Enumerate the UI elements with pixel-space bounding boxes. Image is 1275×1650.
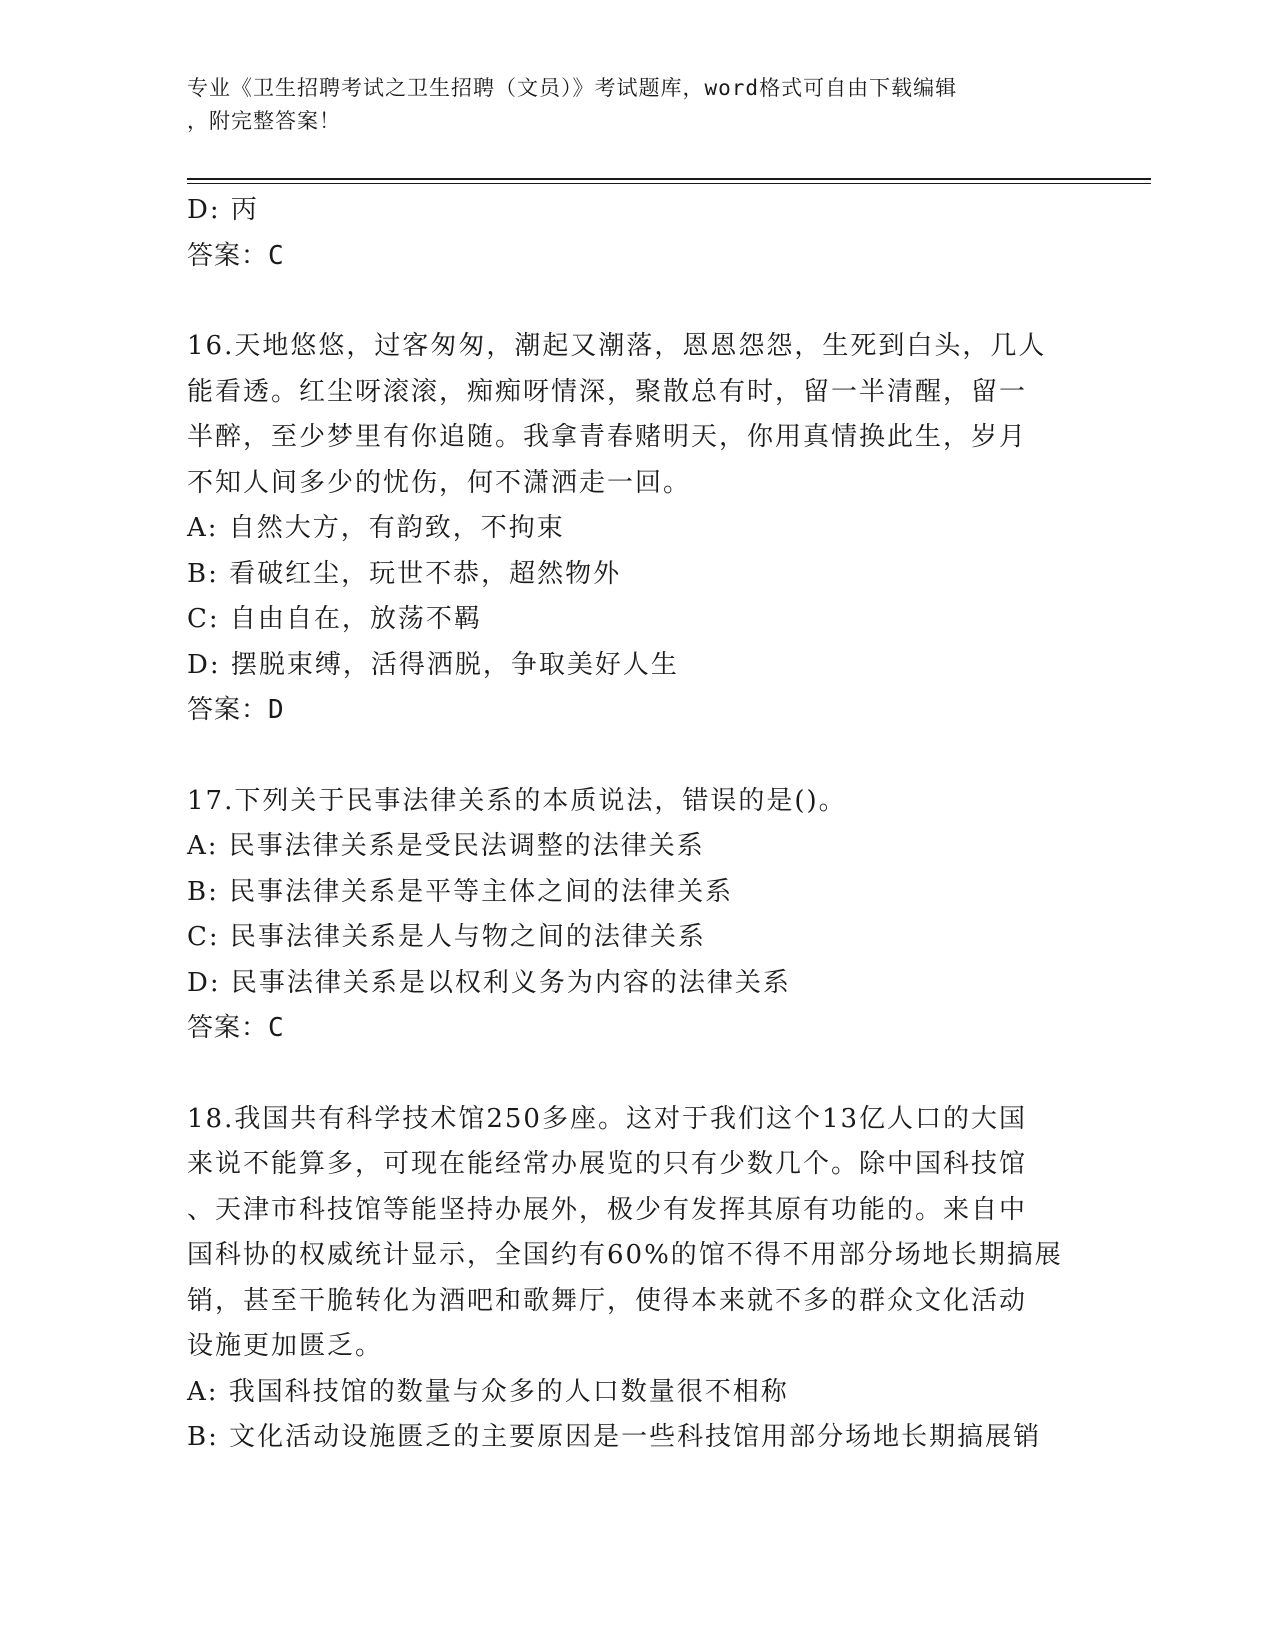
- question-stem-line: 16.天地悠悠，过客匆匆，潮起又潮落，恩恩怨怨，生死到白头，几人: [187, 331, 1047, 361]
- question-stem-line: 能看透。红尘呀滚滚，痴痴呀情深，聚散总有时，留一半清醒，留一: [187, 376, 1028, 407]
- header-divider-thick: [187, 178, 1151, 180]
- option-c: C: 民事法律关系是人与物之间的法律关系: [187, 922, 706, 952]
- option-b: B: 看破红尘，玩世不恭，超然物外: [187, 558, 622, 589]
- option-b: B: 文化活动设施匮乏的主要原因是一些科技馆用部分场地长期搞展销: [187, 1422, 1042, 1452]
- question-18: [187, 1097, 1087, 1461]
- answer-label: 答案：: [187, 695, 269, 725]
- question-stem-line: 来说不能算多，可现在能经常办展览的只有少数几个。除中国科技馆: [187, 1149, 1028, 1179]
- option-d: D: 摆脱束缚，活得洒脱，争取美好人生: [187, 649, 679, 680]
- question-17: [187, 779, 1087, 1052]
- answer-line: [187, 688, 1087, 734]
- question-15-tail: [187, 188, 1087, 279]
- header-line-1: 专业《卫生招聘考试之卫生招聘（文员）》考试题库，word格式可自由下载编辑: [187, 76, 958, 100]
- answer-value: C: [268, 240, 285, 271]
- question-stem-line: 、天津市科技馆等能坚持办展外，极少有发挥其原有功能的。来自中: [187, 1194, 1028, 1225]
- question-stem-line: 17.下列关于民事法律关系的本质说法，错误的是()。: [187, 785, 847, 816]
- answer-value: C: [268, 1013, 285, 1043]
- option-a: A: 我国科技馆的数量与众多的人口数量很不相称: [187, 1376, 789, 1407]
- header-line-2: ，附完整答案！: [187, 109, 341, 133]
- question-stem-line: 半醉，至少梦里有你追随。我拿青春赌明天，你用真情换此生，岁月: [187, 422, 1028, 452]
- spacer: [187, 734, 1087, 779]
- spacer: [187, 279, 1087, 324]
- answer-line: [187, 234, 1087, 280]
- question-stem-line: 销，甚至干脆转化为酒吧和歌舞厅，使得本来就不多的群众文化活动: [187, 1285, 1028, 1316]
- spacer: [187, 1052, 1087, 1097]
- question-16: [187, 324, 1087, 734]
- question-stem-line: 国科协的权威统计显示，全国约有60%的馆不得不用部分场地长期搞展: [187, 1240, 1063, 1270]
- option-c: C: 自由自在，放荡不羁: [187, 604, 482, 634]
- question-stem-line: 不知人间多少的忧伤，何不潇洒走一回。: [187, 467, 692, 498]
- document-header: [187, 72, 1087, 138]
- answer-line: [187, 1006, 1087, 1052]
- option-d: D: 民事法律关系是以权利义务为内容的法律关系: [187, 967, 791, 998]
- answer-label: 答案：: [187, 1013, 269, 1043]
- answer-value: D: [268, 695, 285, 725]
- question-stem-line: 设施更加匮乏。: [187, 1331, 384, 1361]
- document-body: [187, 188, 1087, 1461]
- answer-label: 答案：: [187, 240, 269, 271]
- question-stem-line: 18.我国共有科学技术馆250多座。这对于我们这个13亿人口的大国: [187, 1103, 1028, 1134]
- option-a: A: 民事法律关系是受民法调整的法律关系: [187, 831, 705, 861]
- option-d: D: 丙: [187, 195, 259, 225]
- header-divider-thin: [187, 183, 1151, 184]
- option-b: B: 民事法律关系是平等主体之间的法律关系: [187, 876, 734, 907]
- option-a: A: 自然大方，有韵致，不拘束: [187, 513, 565, 543]
